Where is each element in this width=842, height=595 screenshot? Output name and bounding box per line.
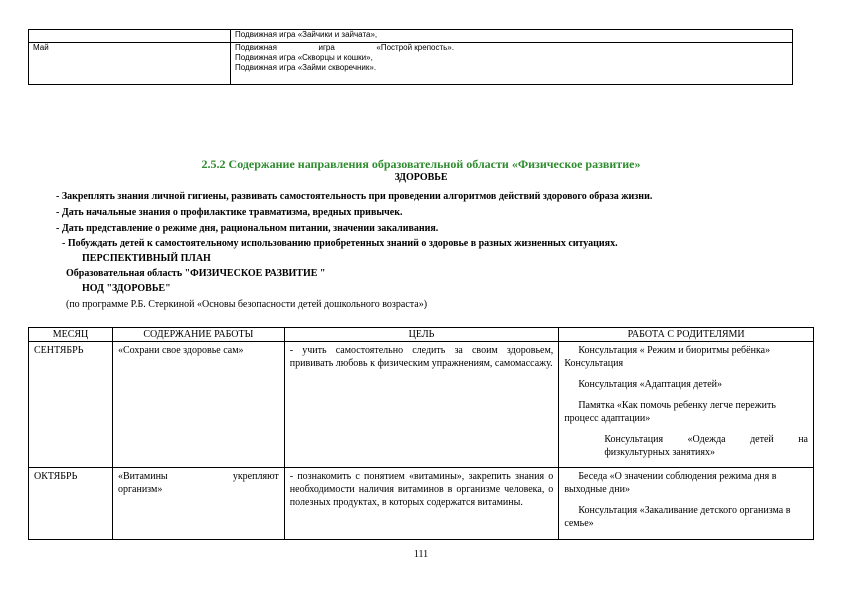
activity-line: Подвижная игра «Займи скворечник».	[235, 63, 377, 72]
area-line: Образовательная область "ФИЗИЧЕСКОЕ РАЗВИТИЕ "	[66, 268, 326, 279]
table-row	[29, 342, 814, 468]
activity-line: Подвижная игра «Зайчики и зайчата»,	[235, 30, 378, 39]
parents-cell	[559, 342, 814, 468]
content-cell: «Витамины укрепляют организм»	[112, 468, 284, 540]
parents-item: Консультация «Закаливание детского организма в семье»	[564, 505, 791, 529]
page-number: 111	[413, 549, 429, 560]
table-row	[29, 43, 793, 85]
month-cell: СЕНТЯБРЬ	[29, 342, 113, 468]
plan-title: ПЕРСПЕКТИВНЫЙ ПЛАН	[82, 253, 211, 264]
top-table-activity-cell	[231, 43, 793, 85]
month-cell: ОКТЯБРЬ	[29, 468, 113, 540]
activity-line: Подвижная игра «Построй крепость».	[235, 43, 454, 52]
top-table	[28, 29, 793, 85]
header-month: МЕСЯЦ	[29, 328, 113, 342]
nod-line: НОД "ЗДОРОВЬЕ"	[82, 283, 171, 294]
parents-item: Консультация «Одежда детей на физкультурных занятиях»	[604, 434, 808, 458]
header-parents: РАБОТА С РОДИТЕЛЯМИ	[559, 328, 814, 342]
activity-line: Подвижная игра «Скворцы и кошки»,	[235, 53, 373, 62]
top-table-month-cell: Май	[29, 43, 231, 85]
goal-cell: - познакомить с понятием «витамины», закрепить знания о необходимости наличия витаминов в организме человека, о полезных продуктах, в которых содержатся витамины.	[284, 468, 559, 540]
goal-item: - Дать начальные знания о профилактике травматизма, вредных привычек.	[56, 207, 403, 218]
table-row	[29, 468, 814, 540]
goal-cell: - учить самостоятельно следить за своим здоровьем, прививать любовь к физическим упражнениям, самомассажу.	[284, 342, 559, 468]
top-table-month-cell	[29, 30, 231, 43]
program-line: (по программе Р.Б. Стеркиной «Основы безопасности детей дошкольного возраста»)	[66, 299, 428, 310]
plan-table	[28, 327, 814, 540]
section-subtitle: ЗДОРОВЬЕ	[394, 172, 448, 183]
table-row	[29, 30, 793, 43]
parents-item: Консультация « Режим и биоритмы ребёнка» Консультация	[564, 345, 771, 369]
top-table-activity-cell	[231, 30, 793, 43]
goal-item: - Побуждать детей к самостоятельному использованию приобретенных знаний о здоровье в разных жизненных ситуациях.	[62, 238, 618, 249]
section-title: 2.5.2 Содержание направления образовательной области «Физическое развитие»	[201, 157, 641, 171]
parents-item: Беседа «О значении соблюдения режима дня в выходные дни»	[564, 471, 777, 495]
goal-item: - Дать представление о режиме дня, рациональном питании, значении закаливания.	[56, 223, 439, 234]
goal-item: - Закреплять знания личной гигиены, развивать самостоятельность при проведении алгоритмов действий здорового образа жизни.	[56, 191, 653, 202]
parents-cell	[559, 468, 814, 540]
header-content: СОДЕРЖАНИЕ РАБОТЫ	[112, 328, 284, 342]
content-cell: «Сохрани свое здоровье сам»	[112, 342, 284, 468]
parents-item: Консультация «Адаптация детей»	[578, 379, 722, 390]
header-goal: ЦЕЛЬ	[284, 328, 559, 342]
parents-item: Памятка «Как помочь ребенку легче пережить процесс адаптации»	[564, 400, 776, 424]
table-header-row	[29, 328, 814, 342]
